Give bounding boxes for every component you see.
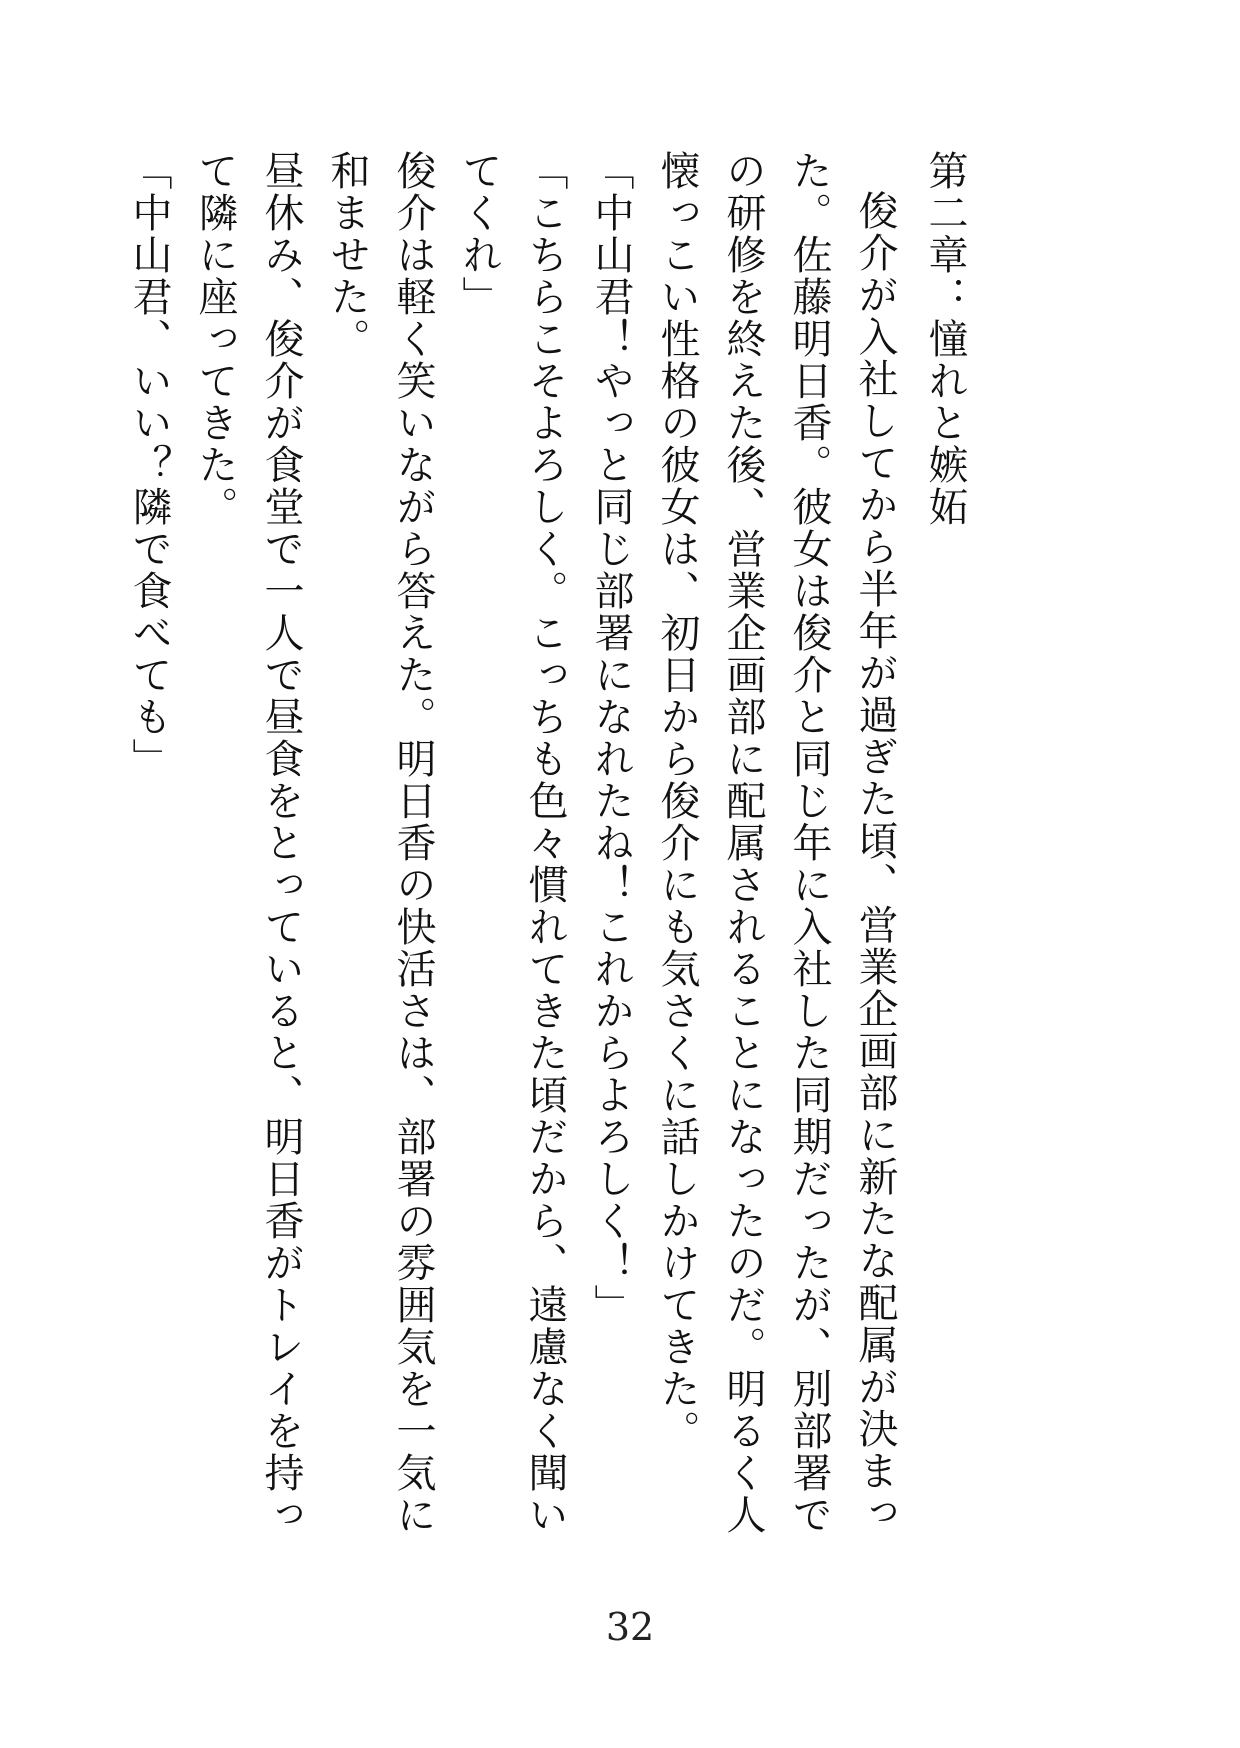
dialogue-asuka-lunch: 「中山君、いい？隣で食べても」 (126, 150, 172, 780)
dialogue-shunsuke-reply: 「こちらこそよろしく。こっちも色々慣れてきた頃だから、遠慮なく聞いてくれ」 (456, 150, 568, 1536)
page-number: 32 (605, 1605, 655, 1649)
paragraph-1: 俊介が入社してから半年が過ぎた頃、営業企画部に新たな配属が決まった。佐藤明日香。彼女は俊介と同じ年に入社した同期だったが、別部署での研修を終えた後、営業企画部に配属されることになったのだ。明るく人懐っこい性格の彼女は、初日から俊介にも気さくに話しかけてきた。 (654, 150, 898, 1536)
paragraph-3: 昼休み、俊介が食堂で一人で昼食をとっていると、明日香がトレイを持って隣に座ってきた。 (192, 150, 304, 1536)
vertical-text-block (116, 150, 978, 1570)
chapter-title: 第二章：憧れと嫉妬 (922, 150, 968, 528)
dialogue-asuka-greeting: 「中山君！やっと同じ部署になれたね！これからよろしく！」 (588, 150, 634, 1326)
paragraph-2: 俊介は軽く笑いながら答えた。明日香の快活さは、部署の雰囲気を一気に和ませた。 (324, 150, 436, 1536)
